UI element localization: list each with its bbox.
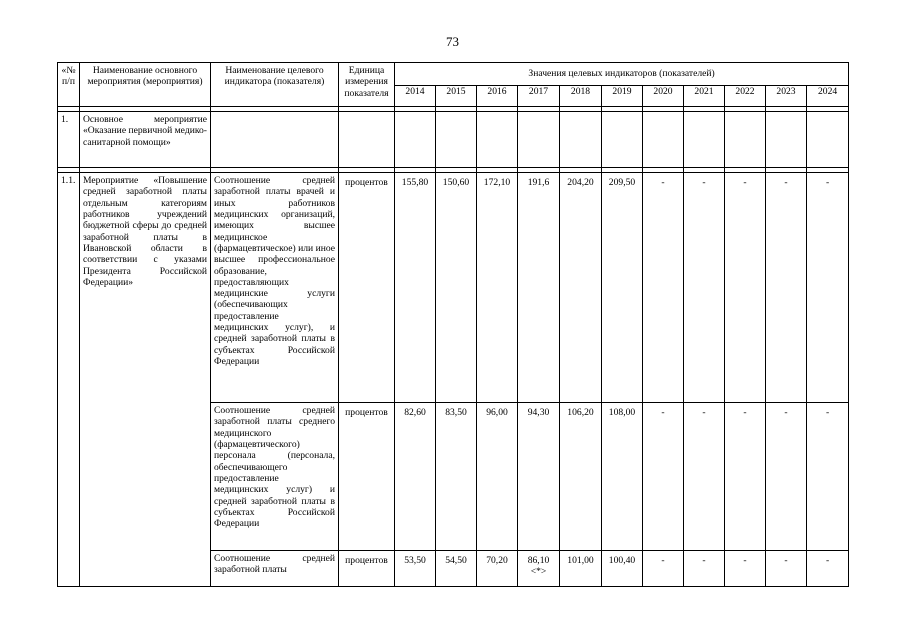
value-cell: 106,20 — [560, 403, 602, 551]
unit-cell: процентов — [339, 551, 395, 587]
year-cell: 2021 — [684, 86, 725, 107]
value-cell: - — [766, 173, 807, 403]
value-cell: - — [684, 551, 725, 587]
year-cell: 2020 — [643, 86, 684, 107]
value-cell: - — [766, 551, 807, 587]
value-cell: - — [643, 551, 684, 587]
unit-cell: процентов — [339, 173, 395, 403]
value-cell: 86,10 <*> — [518, 551, 560, 587]
value-cell: 83,50 — [436, 403, 477, 551]
header-indicator-name: Наименование целевого индикатора (показателя) — [211, 63, 339, 107]
value-cell: - — [725, 551, 766, 587]
indicator-name: Соотношение средней заработной платы — [211, 551, 339, 587]
header-values-title: Значения целевых индикаторов (показателей) — [395, 63, 849, 86]
value-cell: 53,50 — [395, 551, 436, 587]
value-cell: 82,60 — [395, 403, 436, 551]
year-cell: 2024 — [807, 86, 849, 107]
row-number: 1.1. — [58, 173, 80, 587]
unit-cell: процентов — [339, 403, 395, 551]
header-row — [58, 63, 849, 86]
value-cell: 54,50 — [436, 551, 477, 587]
year-cell: 2018 — [560, 86, 602, 107]
header-num: «№ п/п — [58, 63, 80, 107]
year-cell: 2016 — [477, 86, 518, 107]
value-cell: - — [766, 403, 807, 551]
value-cell: 150,60 — [436, 173, 477, 403]
value-cell: 100,40 — [602, 551, 643, 587]
value-cell: - — [684, 403, 725, 551]
table-row — [58, 112, 849, 168]
value-cell: - — [643, 403, 684, 551]
indicators-table — [57, 62, 849, 587]
value-cell: - — [684, 173, 725, 403]
year-cell: 2017 — [518, 86, 560, 107]
value-cell: 191,6 — [518, 173, 560, 403]
value-cell: 108,00 — [602, 403, 643, 551]
year-cell: 2023 — [766, 86, 807, 107]
value-cell: 172,10 — [477, 173, 518, 403]
year-cell: 2015 — [436, 86, 477, 107]
header-event-name: Наименование основного мероприятия (мероприятия) — [80, 63, 211, 107]
event-name: Основное мероприятие «Оказание первичной медико-санитарной помощи» — [80, 112, 211, 168]
year-cell: 2019 — [602, 86, 643, 107]
indicator-name: Соотношение средней заработной платы врачей и иных работников медицинских организаций, имеющих высшее медицинское (фармацевтическое) или иное высшее профессиональное образование, предоставляющих медицинские услуги (обеспечивающих предоставление медицинских услуг), и средней заработной платы в субъектах Российской Федерации — [211, 173, 339, 403]
value-cell: - — [807, 403, 849, 551]
value-cell: 70,20 — [477, 551, 518, 587]
value-cell: 155,80 — [395, 173, 436, 403]
year-cell: 2014 — [395, 86, 436, 107]
indicator-name: Соотношение средней заработной платы среднего медицинского (фармацевтического) персонала (персонала, обеспечивающего предоставление медицинских услуг) и средней заработной платы в субъектах Российской Федерации — [211, 403, 339, 551]
value-cell: - — [807, 173, 849, 403]
value-cell: 96,00 — [477, 403, 518, 551]
page-number: 73 — [446, 34, 459, 49]
event-name: Мероприятие «Повышение средней заработной платы отдельным категориям работников учреждений бюджетной сферы до средней заработной платы в Ивановской области в соответствии с указами Президента Российской Федерации» — [80, 173, 211, 587]
value-cell: - — [725, 173, 766, 403]
value-cell: 209,50 — [602, 173, 643, 403]
header-unit: Единица измерения показателя — [339, 63, 395, 107]
value-cell: - — [807, 551, 849, 587]
value-cell: - — [643, 173, 684, 403]
value-cell: 94,30 — [518, 403, 560, 551]
value-cell: 101,00 — [560, 551, 602, 587]
value-cell: 204,20 — [560, 173, 602, 403]
table-row — [58, 173, 849, 403]
value-cell: - — [725, 403, 766, 551]
row-number: 1. — [58, 112, 80, 168]
year-cell: 2022 — [725, 86, 766, 107]
